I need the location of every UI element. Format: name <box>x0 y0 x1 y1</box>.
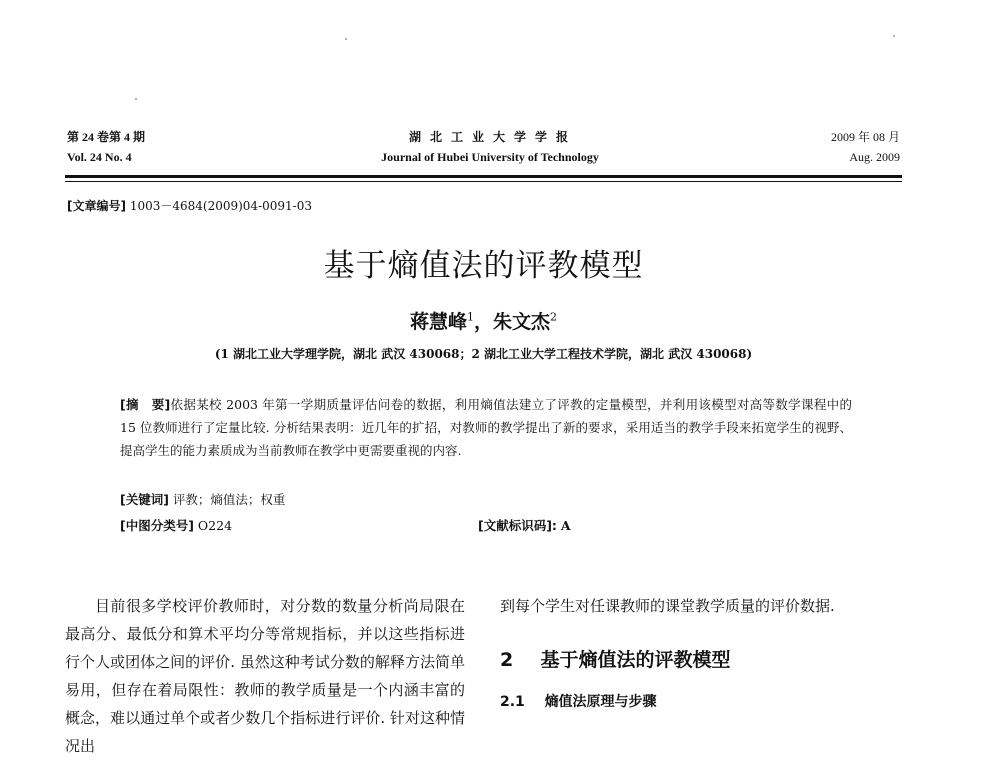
author-2-affil: 2 <box>550 310 558 324</box>
header-date-cn: 2009 年 08 月 <box>830 130 900 144</box>
keywords-label: [关键词] <box>120 492 169 507</box>
keywords-text: 评教；熵值法；权重 <box>172 492 286 507</box>
document-code-value: A <box>560 518 571 533</box>
section-title: 基于熵值法的评教模型 <box>540 649 731 671</box>
subsection-number: 2.1 <box>500 694 525 710</box>
header-journal-cn: 湖 北 工 业 大 学 学 报 <box>408 130 571 144</box>
section-number: 2 <box>500 649 514 671</box>
classification-label: [中图分类号] <box>120 518 194 533</box>
body-right-column <box>500 592 902 716</box>
article-number <box>67 197 312 214</box>
keywords <box>120 490 285 508</box>
author-1: 蒋慧峰 <box>409 311 467 333</box>
section-heading <box>500 646 902 674</box>
article-number-label: [文章编号] <box>67 199 126 213</box>
abstract <box>120 393 852 462</box>
abstract-text: 依据某校 2003 年第一学期质量评估问卷的数据，利用熵值法建立了评教的定量模型，并利用该模型对高等数学课程中的 15 位教师进行了定量比较. 分析结果表明：近几年的扩招，对教师的教学提出了新的要求，采用适当的教学手段来拓宽学生的视野、提高学生的能力素质成为当前教师在教学中更需要重视的内容. <box>120 397 852 458</box>
affiliation: (1 湖北工业大学理学院，湖北 武汉 430068；2 湖北工业大学工程技术学院，湖北 武汉 430068) <box>214 347 753 361</box>
document-code <box>478 516 571 534</box>
body-paragraph-left: 目前很多学校评价教师时，对分数的数量分析尚局限在最高分、最低分和算术平均分等常规指标，并以这些指标进行个人或团体之间的评价. 虽然这种考试分数的解释方法简单易用，但存在着局限性：教师的教学质量是一个内涵丰富的概念，难以通过单个或者少数几个指标进行评价. 针对这种情况出 <box>65 597 465 755</box>
header-volume-cn: 第 24 卷第 4 期 <box>67 130 146 144</box>
scan-speck <box>345 38 347 40</box>
classification <box>120 516 232 534</box>
header-journal-en: Journal of Hubei University of Technology <box>381 150 599 164</box>
header-rule-thick <box>65 175 902 178</box>
scan-speck <box>893 35 895 37</box>
document-code-label: [文献标识码]: <box>478 518 557 533</box>
subsection-title: 熵值法原理与步骤 <box>544 694 657 710</box>
header-date-en: Aug. 2009 <box>849 150 900 164</box>
header-volume-en: Vol. 24 No. 4 <box>67 150 132 164</box>
body-paragraph-right: 到每个学生对任课教师的课堂教学质量的评价数据. <box>500 597 835 615</box>
author-1-affil: 1 <box>466 310 474 324</box>
header-rule-thin <box>65 181 902 182</box>
scan-speck <box>135 98 137 100</box>
paper-title: 基于熵值法的评教模型 <box>323 248 644 284</box>
article-number-value: 1003－4684(2009)04-0091-03 <box>129 199 312 213</box>
body-left-column <box>65 592 465 760</box>
authors <box>0 307 967 334</box>
subsection-heading <box>500 688 902 716</box>
classification-value: O224 <box>197 518 233 533</box>
author-2: 朱文杰 <box>493 311 551 333</box>
author-separator: ， <box>473 311 493 333</box>
abstract-label: [摘 要] <box>120 397 171 412</box>
